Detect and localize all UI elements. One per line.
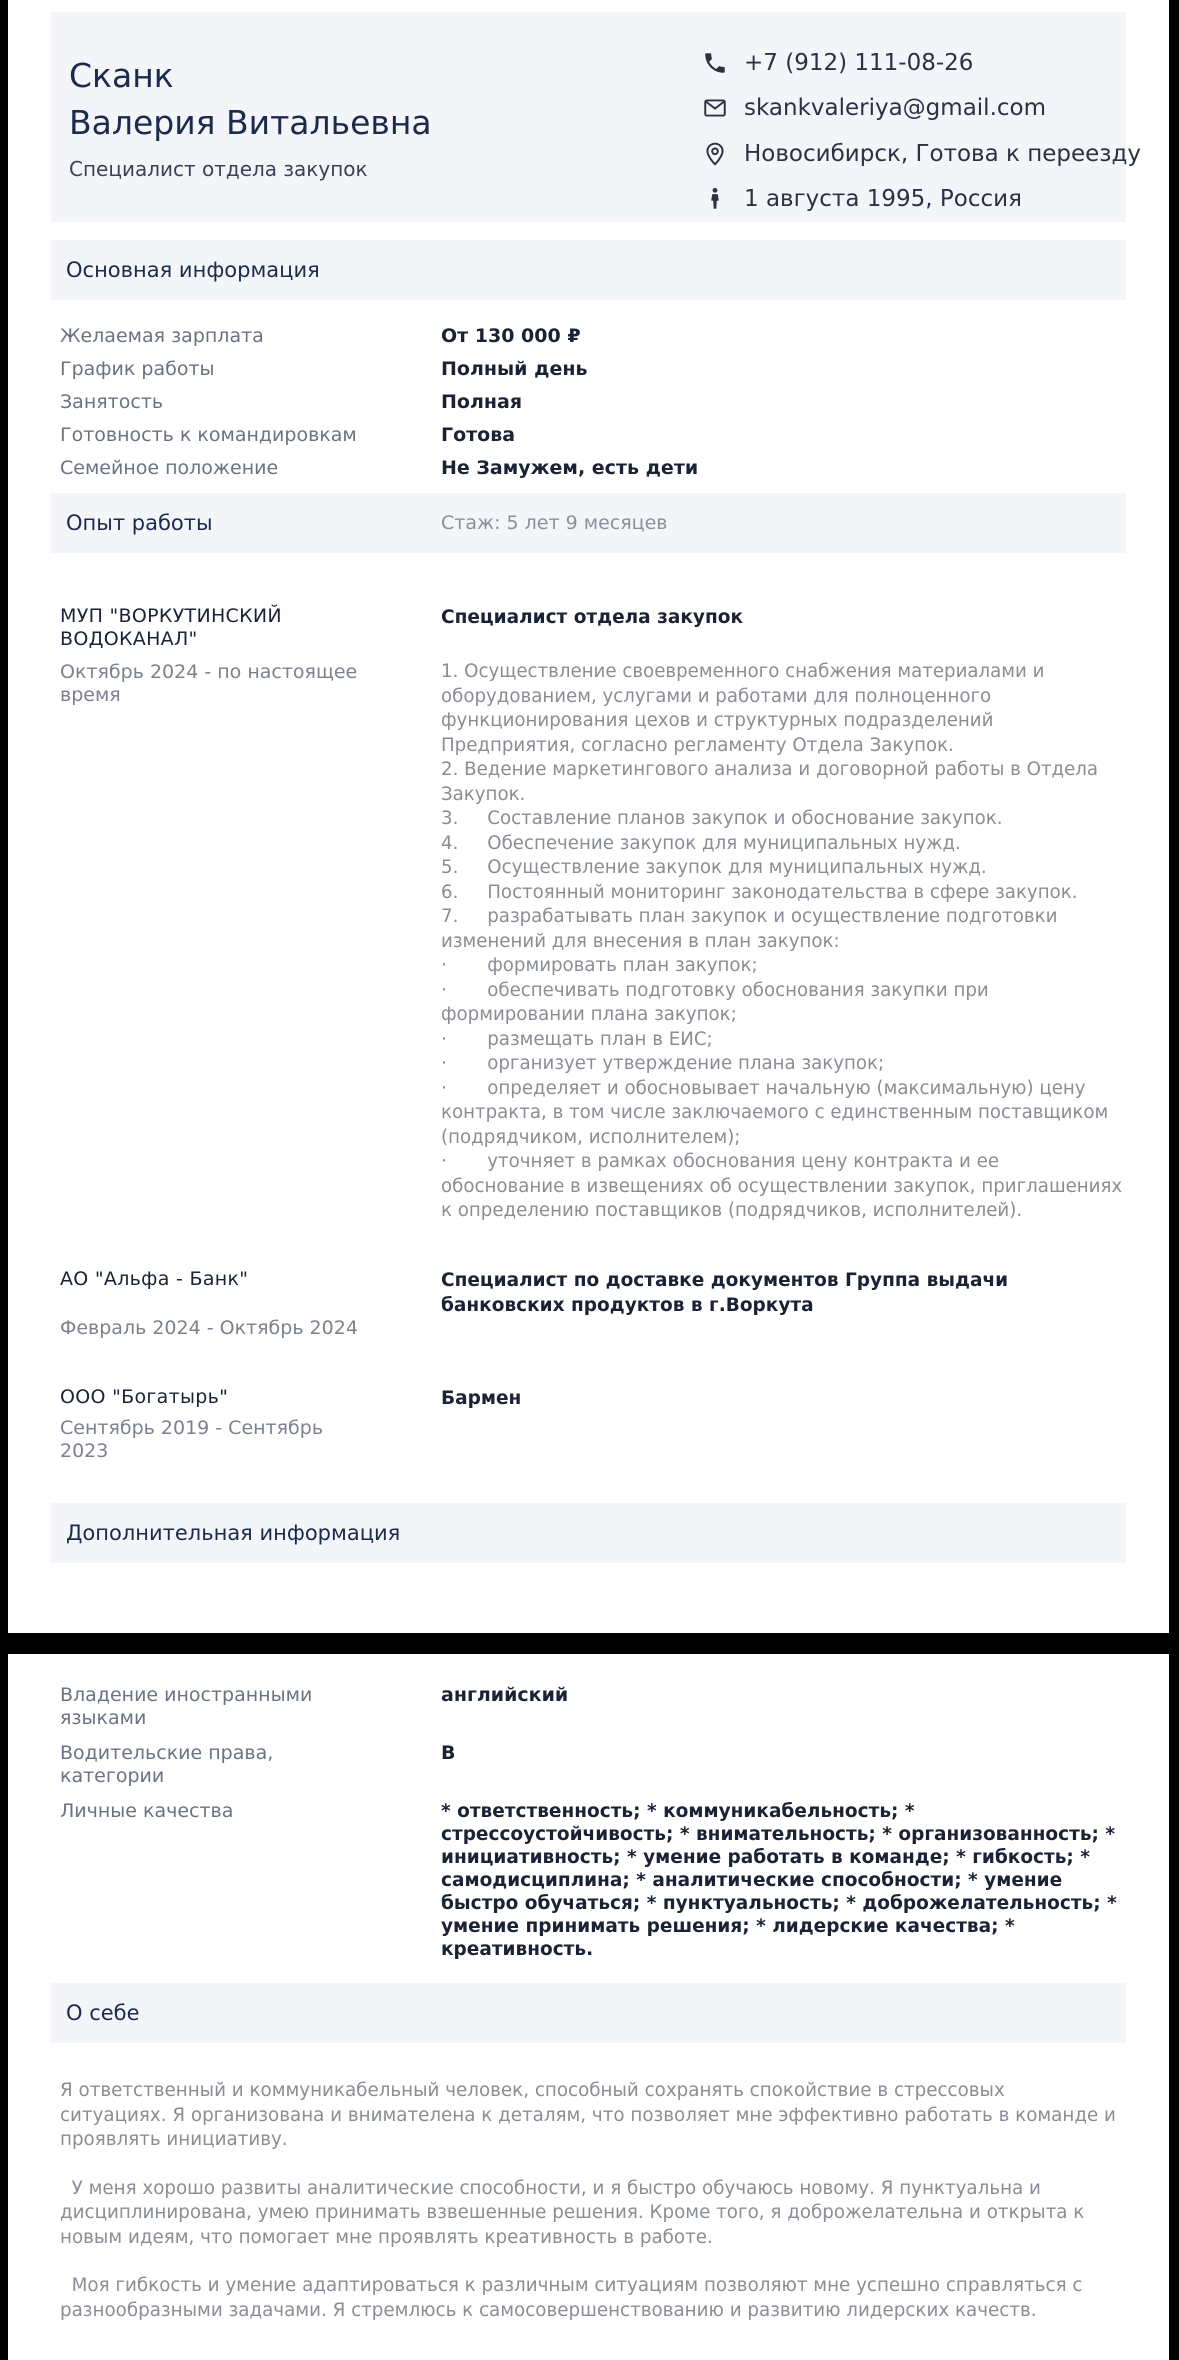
info-row <box>51 419 1126 452</box>
info-value: * ответственность; * коммуникабельность; * стрессоустойчивость; * внимательность; * организованность; * инициативность; * умение работать в команде; * гибкость; * самодисциплина; * аналитические способности; * умение быстро обучаться; * пунктуальность; * доброжелательность; * умение принимать решения; * лидерские качества; * креативность. <box>441 1801 1117 1960</box>
basic-info-rows <box>51 300 1126 485</box>
info-label: Занятость <box>60 391 164 413</box>
job-period: Октябрь 2024 - по настоящее время <box>60 661 358 706</box>
job-entry <box>60 1268 1126 1340</box>
info-row <box>60 1800 1126 1961</box>
resume-page-1 <box>8 0 1169 1633</box>
about-paragraph: У меня хорошо развиты аналитические способности, и я быстро обучаюсь новому. Я пунктуальна и дисциплинирована, умею принимать взвешенные решения. Кроме того, я доброжелательна и открыта к новым идеям, что помогает мне проявлять креативность в работе. <box>60 2177 1091 2248</box>
info-row <box>60 1684 1126 1730</box>
candidate-name <box>69 52 432 146</box>
info-value: Полная <box>441 391 523 413</box>
section-basic-info <box>51 240 1126 300</box>
info-row <box>60 1742 1126 1788</box>
desired-position: Специалист отдела закупок <box>69 157 368 181</box>
info-label: Желаемая зарплата <box>60 325 264 347</box>
section-title: О себе <box>66 2001 140 2025</box>
surname: Сканк <box>69 56 174 95</box>
info-label: Готовность к командировкам <box>60 424 357 446</box>
experience-total: Стаж: 5 лет 9 месяцев <box>441 512 668 534</box>
resume-header <box>51 12 1142 222</box>
info-value: Не Замужем, есть дети <box>441 457 699 479</box>
info-label: График работы <box>60 358 215 380</box>
info-label: Владение иностранными языками <box>60 1684 313 1729</box>
section-experience <box>51 493 1126 553</box>
job-position: Специалист по доставке документов Группа выдачи банковских продуктов в г.Воркута <box>441 1269 1009 1316</box>
info-label: Водительские права, категории <box>60 1742 274 1787</box>
job-period: Февраль 2024 - Октябрь 2024 <box>60 1316 358 1339</box>
info-row <box>51 353 1126 386</box>
about-paragraph: Моя гибкость и умение адаптироваться к различным ситуациям позволяют мне успешно справляться с разнообразными задачами. Я стремлюсь к самосовершенствованию и развитию лидерских качеств. <box>60 2275 1089 2321</box>
info-value: Готова <box>441 424 516 446</box>
info-row <box>51 320 1126 353</box>
location-icon <box>702 141 728 167</box>
contact-list <box>702 40 1141 222</box>
job-company: МУП "ВОРКУТИНСКИЙ ВОДОКАНАЛ" <box>60 605 282 650</box>
section-title: Основная информация <box>66 258 320 282</box>
job-entry <box>60 1386 1126 1463</box>
info-label: Семейное положение <box>60 457 279 479</box>
phone-icon <box>702 50 728 76</box>
section-title: Опыт работы <box>66 511 213 535</box>
contact-text: +7 (912) 111-08-26 <box>744 49 974 76</box>
info-value: B <box>441 1742 456 1764</box>
mail-icon <box>702 95 728 121</box>
about-paragraph: Я ответственный и коммуникабельный человек, способный сохранять спокойствие в стрессовых ситуациях. Я организована и внимателена к деталям, что позволяет мне эффективно работать в команде и проявлять инициативу. <box>60 2080 1122 2150</box>
info-row <box>51 386 1126 419</box>
person-icon <box>702 186 728 212</box>
job-description: 1. Осуществление своевременного снабжения материалами и оборудованием, услугами и работами для полноценного функционирования цехов и структурных подразделений Предприятия, согласно регламенту Отдела Закупок. 2. Ведение маркетингового анализа и договорной работы в Отдела Закупок. 3. Составление планов закупок и обоснование закупок. 4. Обеспечение закупок для муниципальных нужд. 5. Осуществление закупок для муниципальных нужд. 6. Постоянный мониторинг законодательства в сфере закупок. 7. разрабатывать план закупок и осуществление подготовки изменений для внесения в план закупок: · формировать план закупок; · обеспечивать подготовку обоснования закупки при формировании плана закупок; · размещать план в ЕИС; · организует утверждение плана закупок; · определяет и обосновывает начальную (максимальную) цену контракта, в том числе заключаемого с единственным поставщиком (подрядчиком, исполнителем); · уточняет в рамках обоснования цену контракта и ее обоснование в извещениях об осуществлении закупок, приглашениях к определению поставщиков (подрядчиков, исполнителей). <box>441 661 1123 1221</box>
given-names: Валерия Витальевна <box>69 103 432 142</box>
about-text <box>60 2079 1122 2323</box>
resume-page-2 <box>8 1654 1169 2360</box>
info-label: Личные качества <box>60 1800 234 1822</box>
job-company: АО "Альфа - Банк" <box>60 1267 249 1290</box>
contact-birth <box>702 177 1141 223</box>
contact-text: 1 августа 1995, Россия <box>744 186 1022 213</box>
info-value: английский <box>441 1684 569 1706</box>
info-value: Полный день <box>441 358 588 380</box>
job-company: ООО "Богатырь" <box>60 1385 229 1408</box>
contact-email[interactable] <box>702 86 1141 132</box>
contact-text: Новосибирск, Готова к переезду <box>744 140 1142 167</box>
section-additional <box>51 1503 1126 1563</box>
job-position: Специалист отдела закупок <box>441 607 743 628</box>
info-row <box>51 452 1126 485</box>
contact-text: skankvaleriya@gmail.com <box>744 95 1046 122</box>
job-entry <box>60 605 1126 1224</box>
info-value: От 130 000 ₽ <box>441 325 581 347</box>
contact-phone[interactable] <box>702 40 1141 86</box>
job-period: Сентябрь 2019 - Сентябрь 2023 <box>60 1416 324 1462</box>
section-about <box>51 1983 1126 2043</box>
contact-location <box>702 131 1141 177</box>
section-title: Дополнительная информация <box>66 1520 401 1545</box>
job-position: Бармен <box>441 1387 522 1409</box>
